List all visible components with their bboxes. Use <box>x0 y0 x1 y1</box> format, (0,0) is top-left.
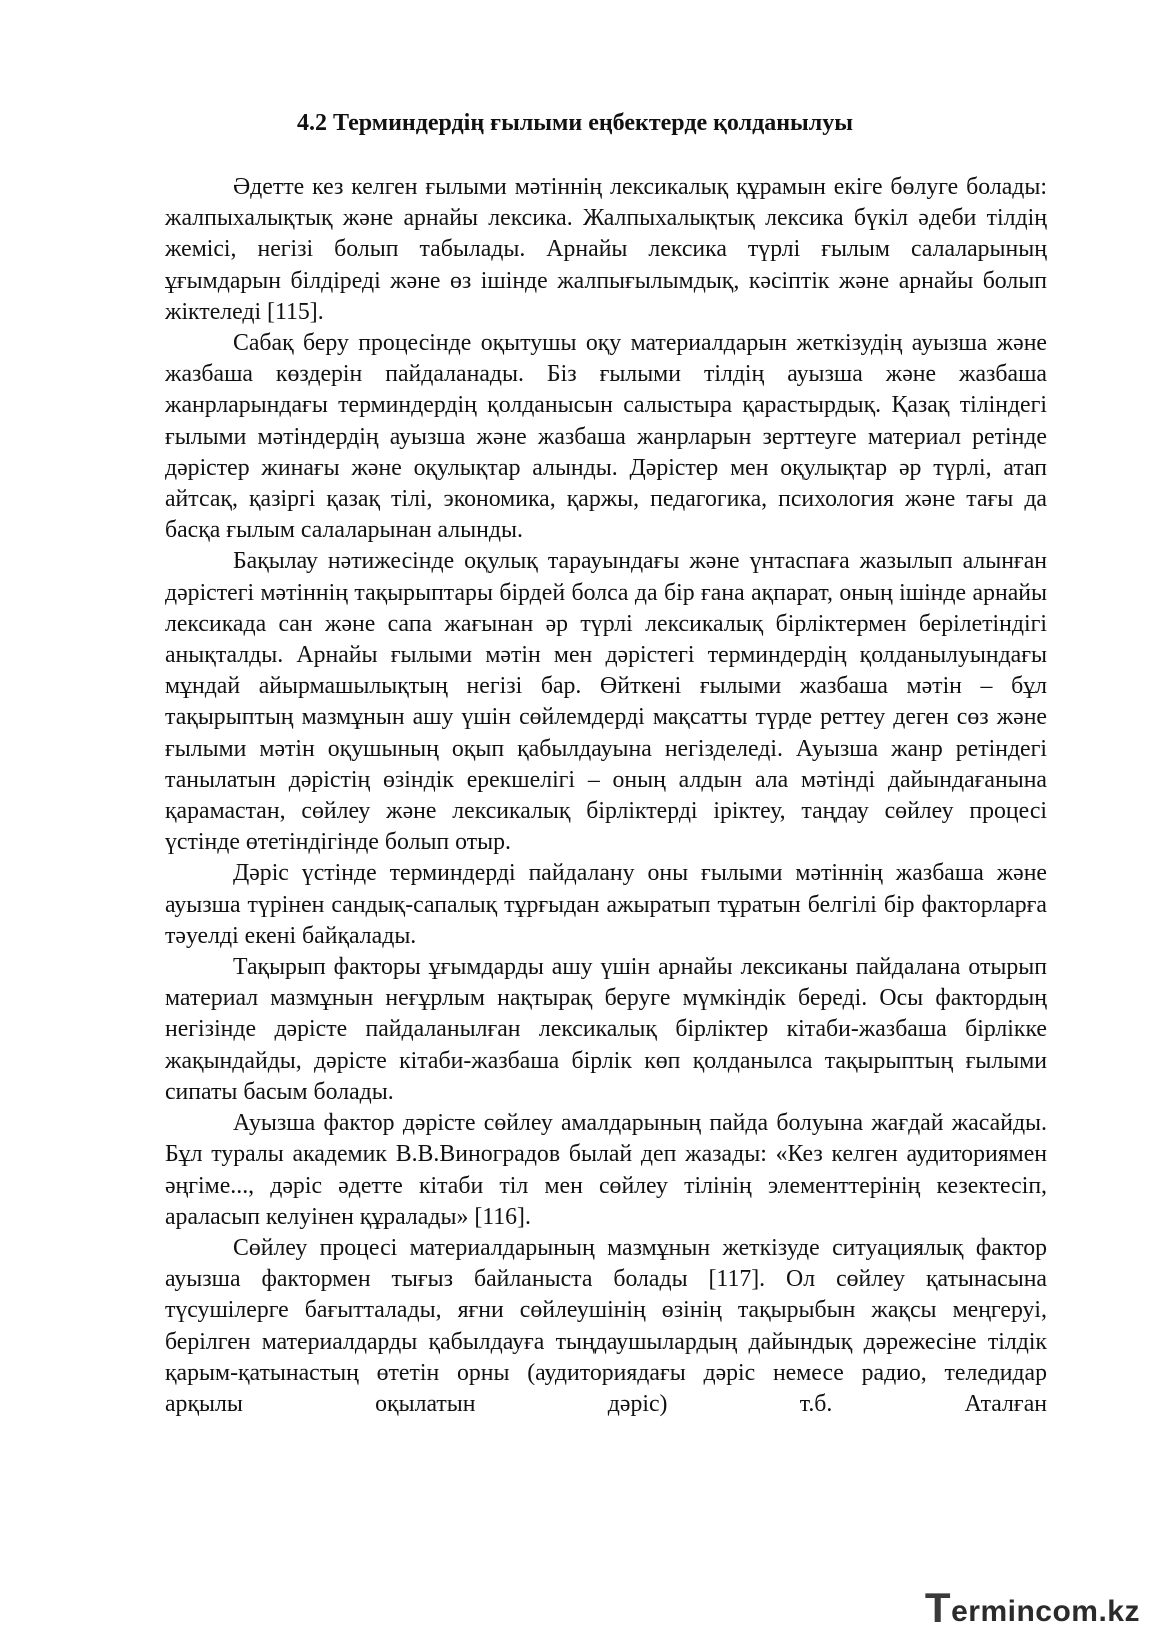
logo-text: erminc <box>951 1595 1053 1628</box>
paragraph-4: Дәріс үстінде терминдерді пайдалану оны ғылыми мәтіннің жазбаша және ауызша түрінен сандық-сапалық тұрғыдан ажыратып тұратын белгілі бір факторларға тәуелді екені байқалады. <box>165 860 1047 949</box>
logo-glyph: o <box>1052 1595 1072 1628</box>
paragraph-7: Сөйлеу процесі материалдарының мазмұнын жеткізуде ситуациялық фактор ауызша фактормен тығыз байланыста болады [117]. Ол сөйлеу қатынасына түсушілерге бағытталады, яғни сөйлеушінің өзінің тақырыбын жақсы меңгеруі, берілген материалдарды қабылдауға тыңдаушылардың дайындық дәрежесіне тілдік қарым-қатынастың өтетін орны (аудиториядағы дәріс немесе радио, теледидар арқылы оқылатын дәріс) т.б. Аталған <box>165 1234 1047 1417</box>
paragraph-3: Бақылау нәтижесінде оқулық тарауындағы және үнтаспаға жазылып алынған дәрістегі мәтіннің тақырыптары бірдей болса да бір ғана ақпарат, оның ішінде арнайы лексикада сан және сапа жағынан әр түрлі лексикалық бірліктермен берілетіндігі анықталды. Арнайы ғылыми мәтін мен дәрістегі терминдердің қолданылуындағы мұндай айырмашылықтың негізі бар. Өйткені ғылыми жазбаша мәтін – бұл тақырыптың мазмұнын ашу үшін сөйлемдерді мақсатты түрде реттеу деген сөз және ғылыми мәтін оқушының оқып қабылдауына негізделеді. Ауызша жанр ретіндегі танылатын дәрістің өзіндік ерекшелігі – оның алдын ала мәтінді дайындағанына қарамастан, сөйлеу және лексикалық бірліктерді іріктеу, таңдау сөйлеу процесі үстінде өтетіндігінде болып отыр. <box>165 548 1047 856</box>
paragraph-5: Тақырып факторы ұғымдарды ашу үшін арнайы лексиканы пайдалана отырып материал мазмұнын неғұрлым нақтырақ беруге мүмкіндік береді. Осы фактордың негізінде дәрісте пайдаланылған лексикалық бірліктер кітаби-жазбаша бірлікке жақындайды, дәрісте кітаби-жазбаша бірлік көп қолданылса тақырыптың ғылыми сипаты басым болады. <box>165 954 1047 1105</box>
paragraph-1: Әдетте кез келген ғылыми мәтіннің лексикалық құрамын екіге бөлуге болады: жалпыхалықтық және арнайы лексика. Жалпыхалықтық лексика бүкіл әдеби тілдің жемісі, негізі болып табылады. Арнайы лексика түрлі ғылым салаларының ұғымдарын білдіреді және өз ішінде жалпығылымдық, кәсіптік және арнайы болып жіктеледі [115]. <box>165 174 1047 325</box>
logo-domain: m.kz <box>1071 1595 1140 1628</box>
paragraph-6: Ауызша фактор дәрісте сөйлеу амалдарының пайда болуына жағдай жасайды. Бұл туралы академик В.В.Виноградов былай деп жазады: «Кез келген аудиториямен әңгіме..., дәріс әдетте кітаби тіл мен сөйлеу тілінің элементтерінің кезектесіп, араласып келуінен құралады» [116]. <box>165 1110 1047 1230</box>
logo-letter-t: T <box>924 1584 952 1631</box>
section-title: 4.2 Терминдердің ғылыми еңбектерде қолданылуы <box>296 110 853 136</box>
document-body <box>165 172 1047 1420</box>
paragraph-2: Сабақ беру процесінде оқытушы оқу материалдарын жеткізудің ауызша және жазбаша көздерін пайдаланады. Біз ғылыми тілдің ауызша және жазбаша жанрларындағы терминдердің қолданысын салыстыра қарастырдық. Қазақ тіліндегі ғылыми мәтіндердің ауызша және жазбаша жанрларын зерттеуге материал ретінде дәрістер жинағы және оқулықтар алынды. Дәрістер мен оқулықтар әр түрлі, атап айтсақ, қазіргі қазақ тілі, экономика, қаржы, педагогика, психология және тағы да басқа ғылым салаларынан алынды. <box>165 330 1047 544</box>
termincom-logo <box>925 1583 1140 1629</box>
